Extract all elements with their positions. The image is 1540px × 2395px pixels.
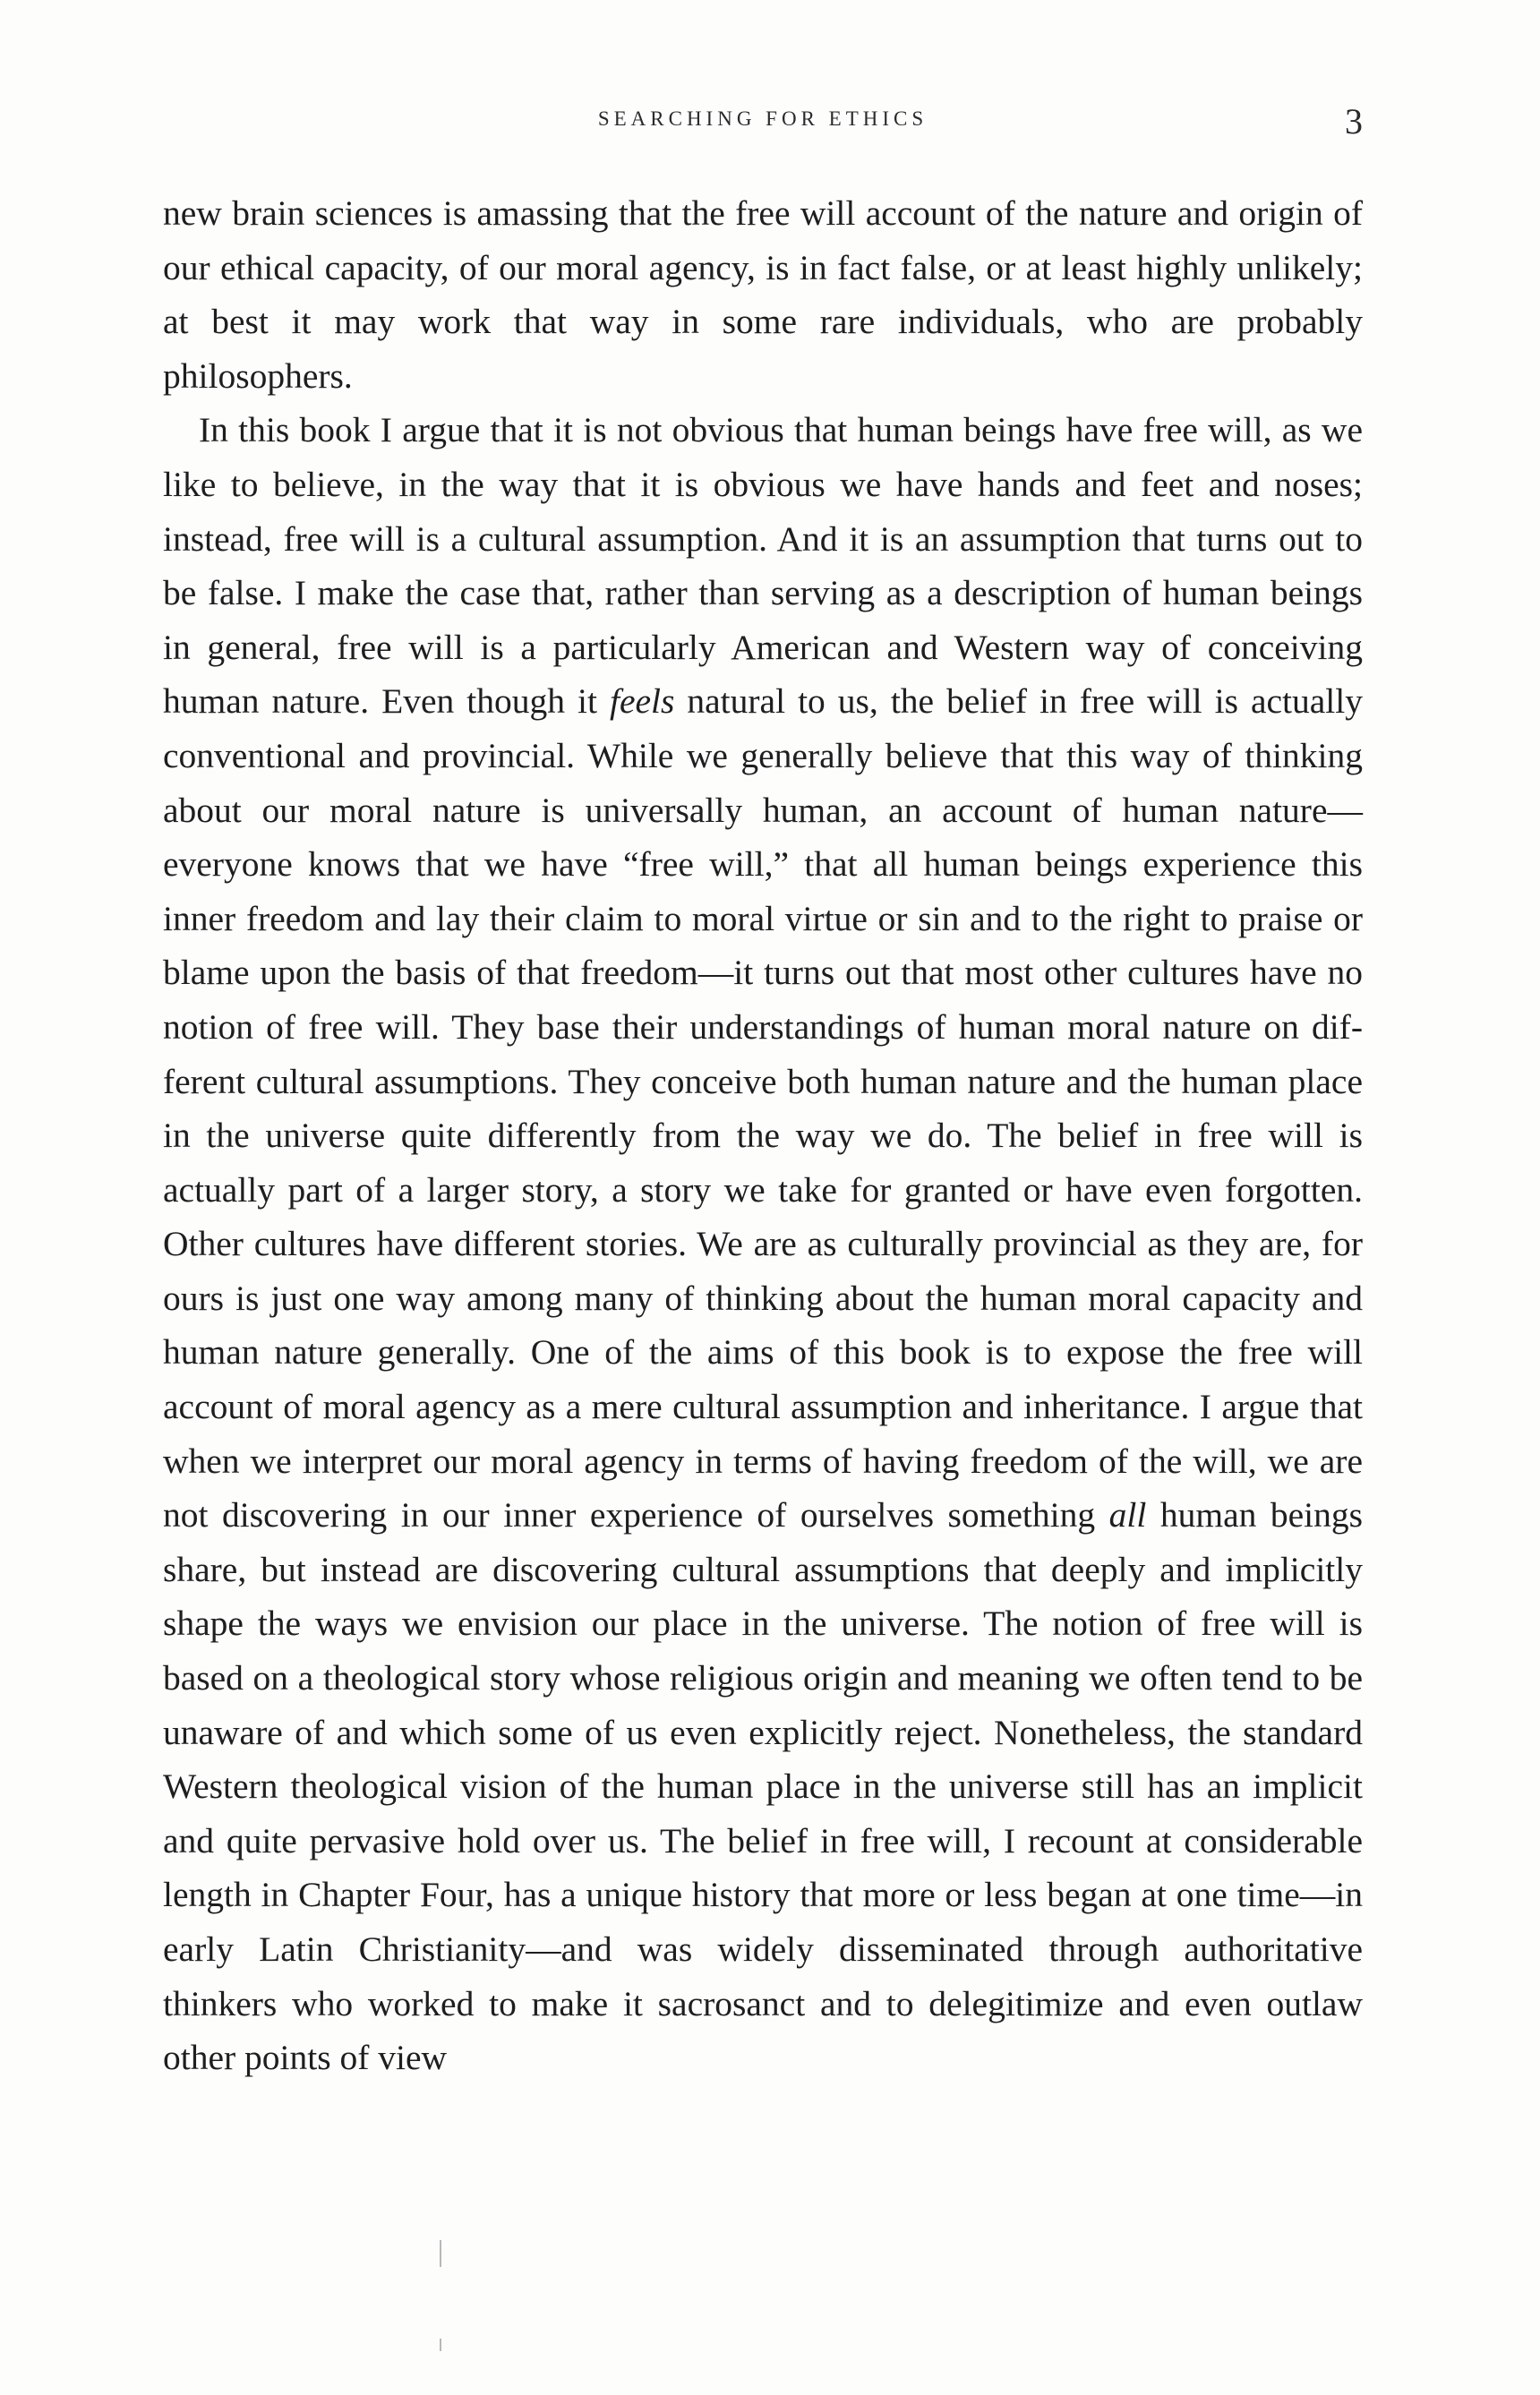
scan-artifact-mark [440,2240,441,2267]
paragraph-2 [163,403,1363,2084]
paragraph-1 [163,186,1363,403]
paragraph-2-text-end: human beings share, but instead are discovering cultural assumptions that deeply and implicitly shape the ways we envision our place in the universe. The notion of free will is based on a theological story whose religious origin and meaning we often tend to be unaware of and which some of us even explicitly reject. Nonetheless, the standard Western theological vision of the human place in the universe still has an implicit and quite pervasive hold over us. The belief in free will, I recount at considerable length in Chapter Four, has a unique history that more or less began at one time—in early Latin Christianity—and was widely disseminated through authoritative thinkers who worked to make it sacrosanct and to delegitimize and even outlaw other points of view [163,1495,1363,2078]
running-title: SEARCHING FOR ETHICS [597,107,928,130]
paragraph-2-text-middle: natural to us, the belief in free will is actually conventional and provincial. While we generally believe that this way of thinking about our moral nature is universally human, an account of human nature—everyone knows that we have “free will,” that all human beings experience this inner freedom and lay their claim to moral virtue or sin and to the right to praise or blame upon the basis of that freedom—it turns out that most other cultures have no notion of free will. They base their understandings of human moral nature on different cultural assumptions. They conceive both human nature and the human place in the universe quite differently from the way we do. The belief in free will is actually part of a larger story, a story we take for granted or have even forgotten. Other cultures have different stories. We are as culturally provincial as they are, for ours is just one way among many of thinking about the human moral capacity and human nature generally. One of the aims of this book is to expose the free will account of moral agency as a mere cultural assumption and inheritance. I argue that when we interpret our moral agency in terms of having freedom of the will, we are not discovering in our inner experience of ourselves something [163,681,1363,1535]
paragraph-1-text: new brain sciences is amassing that the free will account of the nature and origin of our ethical capacity, of our moral agency, is in fact false, or at least highly unlikely; at best it may work that way in some rare individuals, who are probably philosophers. [163,193,1363,396]
body-text [163,186,1363,2085]
paragraph-2-text-start: In this book I argue that it is not obvious that human beings have free will, as we like to believe, in the way that it is obvious we have hands and feet and noses; instead, free will is a cultural assumption. And it is an assumption that turns out to be false. I make the case that, rather than serving as a description of human beings in general, free will is a particularly American and Western way of conceiving human nature. Even though it [163,410,1363,722]
italic-all: all [1108,1495,1147,1535]
page-number: 3 [1345,101,1363,141]
italic-feels: feels [609,681,675,722]
scan-artifact-mark [440,2339,441,2351]
running-head [163,100,1363,143]
